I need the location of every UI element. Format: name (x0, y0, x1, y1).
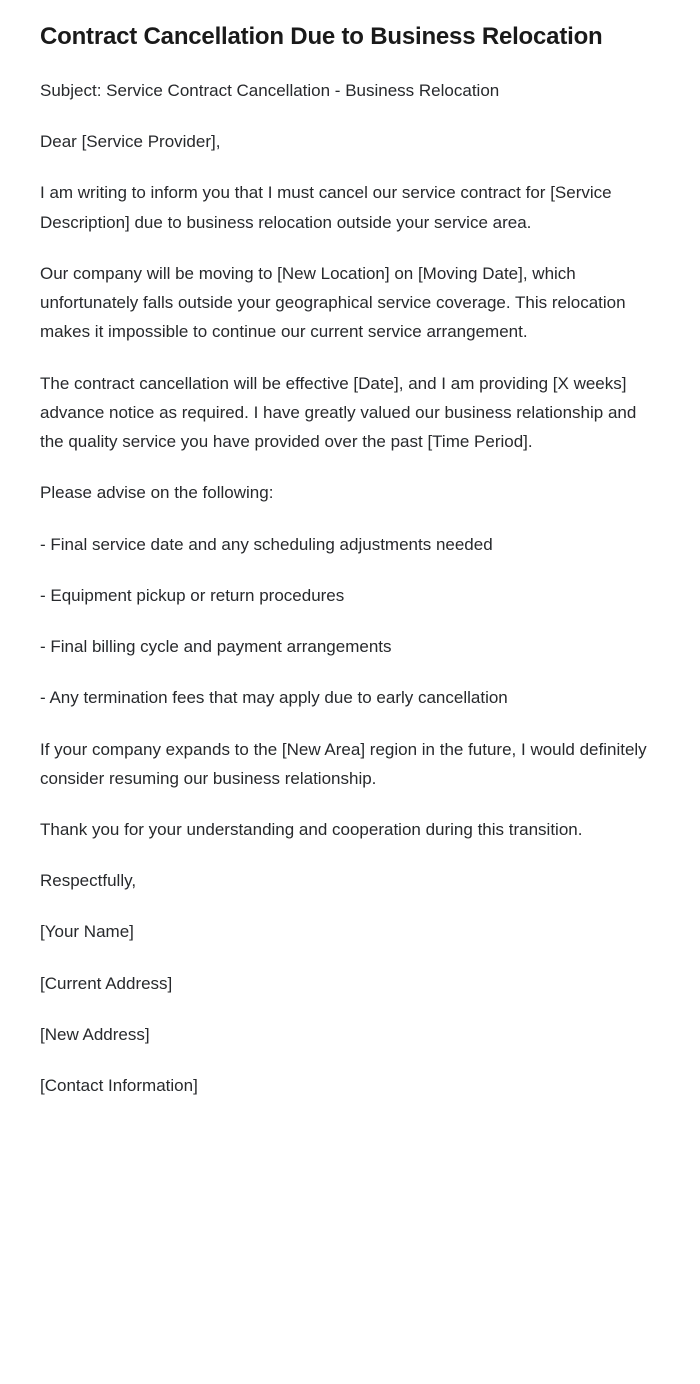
signature-current-address: [Current Address] (40, 973, 173, 993)
list-item: - Final service date and any scheduling adjustments needed (40, 534, 493, 554)
list-item: - Any termination fees that may apply due to early cancellation (40, 688, 508, 708)
body-paragraph-3: The contract cancellation will be effective [Date], and I am providing [X weeks] advance notice as required. I have greatly valued our business relationship and the quality service you have provided over the past [Time Period]. (40, 373, 637, 452)
list-item: - Final billing cycle and payment arrangements (40, 637, 392, 657)
page-title: Contract Cancellation Due to Business Relocation (40, 23, 603, 50)
list-item: - Equipment pickup or return procedures (40, 585, 345, 605)
salutation: Dear [Service Provider], (40, 132, 221, 152)
signature-contact-information: [Contact Information] (40, 1076, 198, 1096)
sign-off: Respectfully, (40, 871, 137, 891)
body-paragraph-2: Our company will be moving to [New Location] on [Moving Date], which unfortunately falls outside your geographical service coverage. This relocation makes it impossible to continue our current service arrangement. (40, 263, 626, 342)
closing-paragraph-2: Thank you for your understanding and cooperation during this transition. (40, 819, 583, 839)
subject-line: Subject: Service Contract Cancellation - Business Relocation (40, 81, 500, 100)
signature-new-address: [New Address] (40, 1024, 150, 1044)
body-paragraph-1: I am writing to inform you that I must cancel our service contract for [Service Description] due to business relocation outside your service area. (40, 183, 612, 232)
signature-name: [Your Name] (40, 922, 134, 942)
list-intro: Please advise on the following: (40, 483, 274, 503)
closing-paragraph-1: If your company expands to the [New Area] region in the future, I would definitely consider resuming our business relationship. (40, 739, 647, 788)
